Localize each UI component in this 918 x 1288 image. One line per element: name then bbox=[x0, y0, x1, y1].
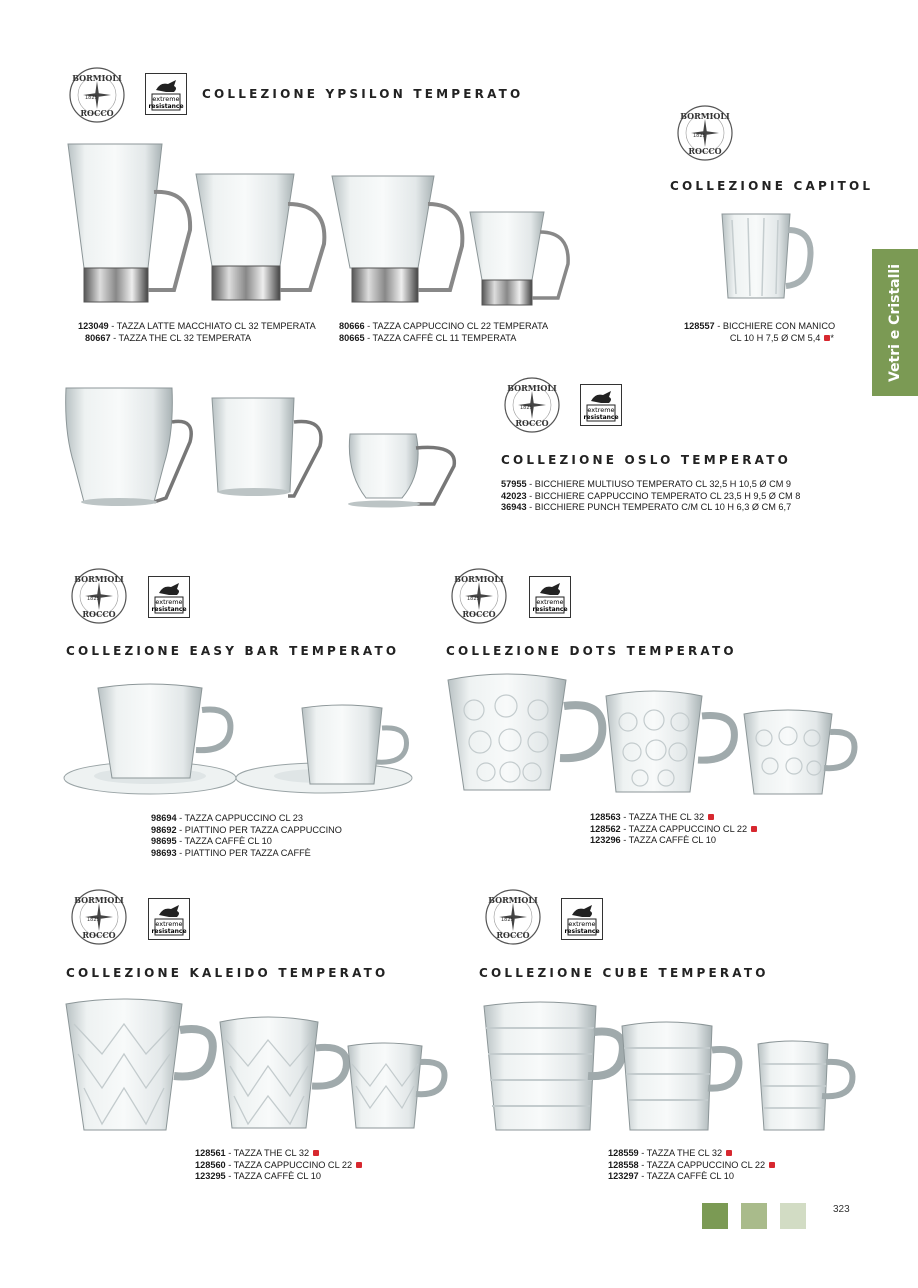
extreme-resistance-badge bbox=[561, 898, 603, 940]
extreme-resistance-badge bbox=[580, 384, 622, 426]
color-swatch-medium bbox=[741, 1203, 767, 1229]
new-product-marker bbox=[313, 1150, 319, 1156]
svg-text:ROCCO: ROCCO bbox=[462, 609, 496, 619]
capitol-product-list bbox=[684, 321, 834, 344]
oslo-product-list bbox=[501, 479, 800, 514]
extreme-resistance-badge bbox=[145, 73, 187, 115]
svg-text:1825: 1825 bbox=[87, 596, 100, 602]
bormioli-rocco-logo bbox=[450, 567, 508, 625]
color-swatch-light bbox=[780, 1203, 806, 1229]
product-row: 42023 - BICCHIERE CAPPUCCINO TEMPERATO CL 23,5 H 9,5 Ø CM 8 bbox=[501, 490, 801, 501]
extreme-resistance-badge bbox=[148, 576, 190, 618]
collection-title-dots: COLLEZIONE DOTS TEMPERATO bbox=[446, 644, 737, 658]
svg-text:BORMIOLI: BORMIOLI bbox=[454, 574, 504, 584]
bormioli-rocco-logo bbox=[676, 104, 734, 162]
product-row: 128563 - TAZZA THE CL 32 bbox=[590, 812, 757, 824]
svg-text:BORMIOLI: BORMIOLI bbox=[488, 895, 538, 905]
side-tab-label: Vetri e Cristalli bbox=[887, 263, 903, 382]
bormioli-rocco-logo bbox=[68, 66, 126, 124]
new-product-marker bbox=[751, 826, 757, 832]
kaleido-cups-image bbox=[62, 994, 452, 1139]
new-product-marker bbox=[726, 1150, 732, 1156]
collection-title-easybar: COLLEZIONE EASY BAR TEMPERATO bbox=[66, 644, 400, 658]
svg-text:ROCCO: ROCCO bbox=[496, 930, 530, 940]
product-row: 98693 - PIATTINO PER TAZZA CAFFÈ bbox=[151, 847, 311, 858]
svg-text:extreme: extreme bbox=[155, 920, 183, 928]
svg-text:1825: 1825 bbox=[85, 95, 98, 101]
new-product-marker bbox=[769, 1162, 775, 1168]
product-row: 80666 - TAZZA CAPPUCCINO CL 22 TEMPERATA bbox=[339, 321, 549, 331]
page-number: 323 bbox=[833, 1204, 850, 1215]
ypsilon-product-list-a bbox=[78, 321, 316, 344]
product-row: 123049 - TAZZA LATTE MACCHIATO CL 32 TEMPERATA bbox=[78, 321, 316, 331]
bormioli-rocco-logo bbox=[70, 888, 128, 946]
product-row: CL 10 H 7,5 Ø CM 5,4 * bbox=[729, 332, 834, 343]
cube-product-list bbox=[608, 1148, 775, 1183]
extreme-resistance-badge bbox=[148, 898, 190, 940]
product-row: 80667 - TAZZA THE CL 32 TEMPERATA bbox=[85, 332, 252, 343]
capitol-mug-image bbox=[718, 208, 818, 308]
color-swatch-dark bbox=[702, 1203, 728, 1229]
kaleido-product-list bbox=[195, 1148, 362, 1183]
new-product-marker bbox=[356, 1162, 362, 1168]
svg-text:ROCCO: ROCCO bbox=[80, 108, 114, 118]
product-row: 128562 - TAZZA CAPPUCCINO CL 22 bbox=[590, 824, 757, 836]
svg-text:resistance: resistance bbox=[532, 606, 568, 613]
product-row: 36943 - BICCHIERE PUNCH TEMPERATO C/M CL 10 H 6,3 Ø CM 6,7 bbox=[501, 502, 792, 512]
product-row: 98695 - TAZZA CAFFÈ CL 10 bbox=[151, 836, 272, 846]
product-row: 128557 - BICCHIERE CON MANICO bbox=[684, 321, 836, 331]
collection-title-oslo: COLLEZIONE OSLO TEMPERATO bbox=[501, 453, 792, 467]
svg-text:1825: 1825 bbox=[520, 405, 533, 411]
svg-text:BORMIOLI: BORMIOLI bbox=[74, 574, 124, 584]
collection-title-cube: COLLEZIONE CUBE TEMPERATO bbox=[479, 966, 769, 980]
svg-text:extreme: extreme bbox=[536, 598, 564, 606]
product-row: 57955 - BICCHIERE MULTIUSO TEMPERATO CL 32,5 H 10,5 Ø CM 9 bbox=[501, 479, 792, 489]
svg-text:resistance: resistance bbox=[564, 928, 600, 935]
ypsilon-product-list-b bbox=[339, 321, 548, 344]
product-row: 98694 - TAZZA CAPPUCCINO CL 23 bbox=[151, 813, 304, 823]
svg-text:ROCCO: ROCCO bbox=[82, 930, 116, 940]
dots-cups-image bbox=[444, 670, 859, 805]
bormioli-rocco-logo bbox=[503, 376, 561, 434]
product-row: 80665 - TAZZA CAFFÈ CL 11 TEMPERATA bbox=[339, 332, 517, 343]
product-row: 123295 - TAZZA CAFFÈ CL 10 bbox=[195, 1171, 321, 1181]
svg-text:resistance: resistance bbox=[148, 103, 184, 110]
bormioli-rocco-logo bbox=[484, 888, 542, 946]
svg-text:extreme: extreme bbox=[587, 406, 615, 414]
product-row: 98692 - PIATTINO PER TAZZA CAPPUCCINO bbox=[151, 824, 342, 835]
collection-title-capitol: COLLEZIONE CAPITOL bbox=[670, 179, 874, 193]
section-side-tab bbox=[872, 249, 918, 396]
cube-cups-image bbox=[480, 998, 860, 1138]
product-row: 128559 - TAZZA THE CL 32 bbox=[608, 1148, 775, 1160]
bormioli-rocco-logo bbox=[70, 567, 128, 625]
svg-text:extreme: extreme bbox=[155, 598, 183, 606]
product-row: 128561 - TAZZA THE CL 32 bbox=[195, 1148, 362, 1160]
svg-text:extreme: extreme bbox=[568, 920, 596, 928]
extreme-resistance-badge bbox=[529, 576, 571, 618]
new-product-marker bbox=[708, 814, 714, 820]
product-row: 128558 - TAZZA CAPPUCCINO CL 22 bbox=[608, 1160, 775, 1172]
svg-text:ROCCO: ROCCO bbox=[515, 418, 549, 428]
svg-text:resistance: resistance bbox=[583, 414, 619, 421]
easybar-cups-image bbox=[62, 680, 422, 805]
svg-text:BORMIOLI: BORMIOLI bbox=[74, 895, 124, 905]
easybar-product-list bbox=[151, 813, 342, 859]
svg-text:ROCCO: ROCCO bbox=[82, 609, 116, 619]
collection-title-kaleido: COLLEZIONE KALEIDO TEMPERATO bbox=[66, 966, 389, 980]
svg-text:1825: 1825 bbox=[501, 917, 514, 923]
svg-text:resistance: resistance bbox=[151, 606, 187, 613]
product-row: 123297 - TAZZA CAFFÈ CL 10 bbox=[608, 1171, 734, 1181]
svg-text:BORMIOLI: BORMIOLI bbox=[507, 383, 557, 393]
product-row: 128560 - TAZZA CAPPUCCINO CL 22 bbox=[195, 1160, 362, 1172]
svg-text:1825: 1825 bbox=[87, 917, 100, 923]
svg-text:1825: 1825 bbox=[467, 596, 480, 602]
svg-text:1825: 1825 bbox=[693, 133, 706, 139]
ypsilon-cups-image bbox=[62, 140, 582, 310]
svg-text:extreme: extreme bbox=[152, 95, 180, 103]
collection-title-ypsilon: COLLEZIONE YPSILON TEMPERATO bbox=[202, 87, 524, 101]
oslo-cups-image bbox=[62, 382, 472, 522]
svg-text:ROCCO: ROCCO bbox=[688, 146, 722, 156]
svg-text:BORMIOLI: BORMIOLI bbox=[680, 111, 730, 121]
product-row: 123296 - TAZZA CAFFÈ CL 10 bbox=[590, 835, 716, 845]
dots-product-list bbox=[590, 812, 757, 847]
svg-text:resistance: resistance bbox=[151, 928, 187, 935]
svg-text:BORMIOLI: BORMIOLI bbox=[72, 73, 122, 83]
